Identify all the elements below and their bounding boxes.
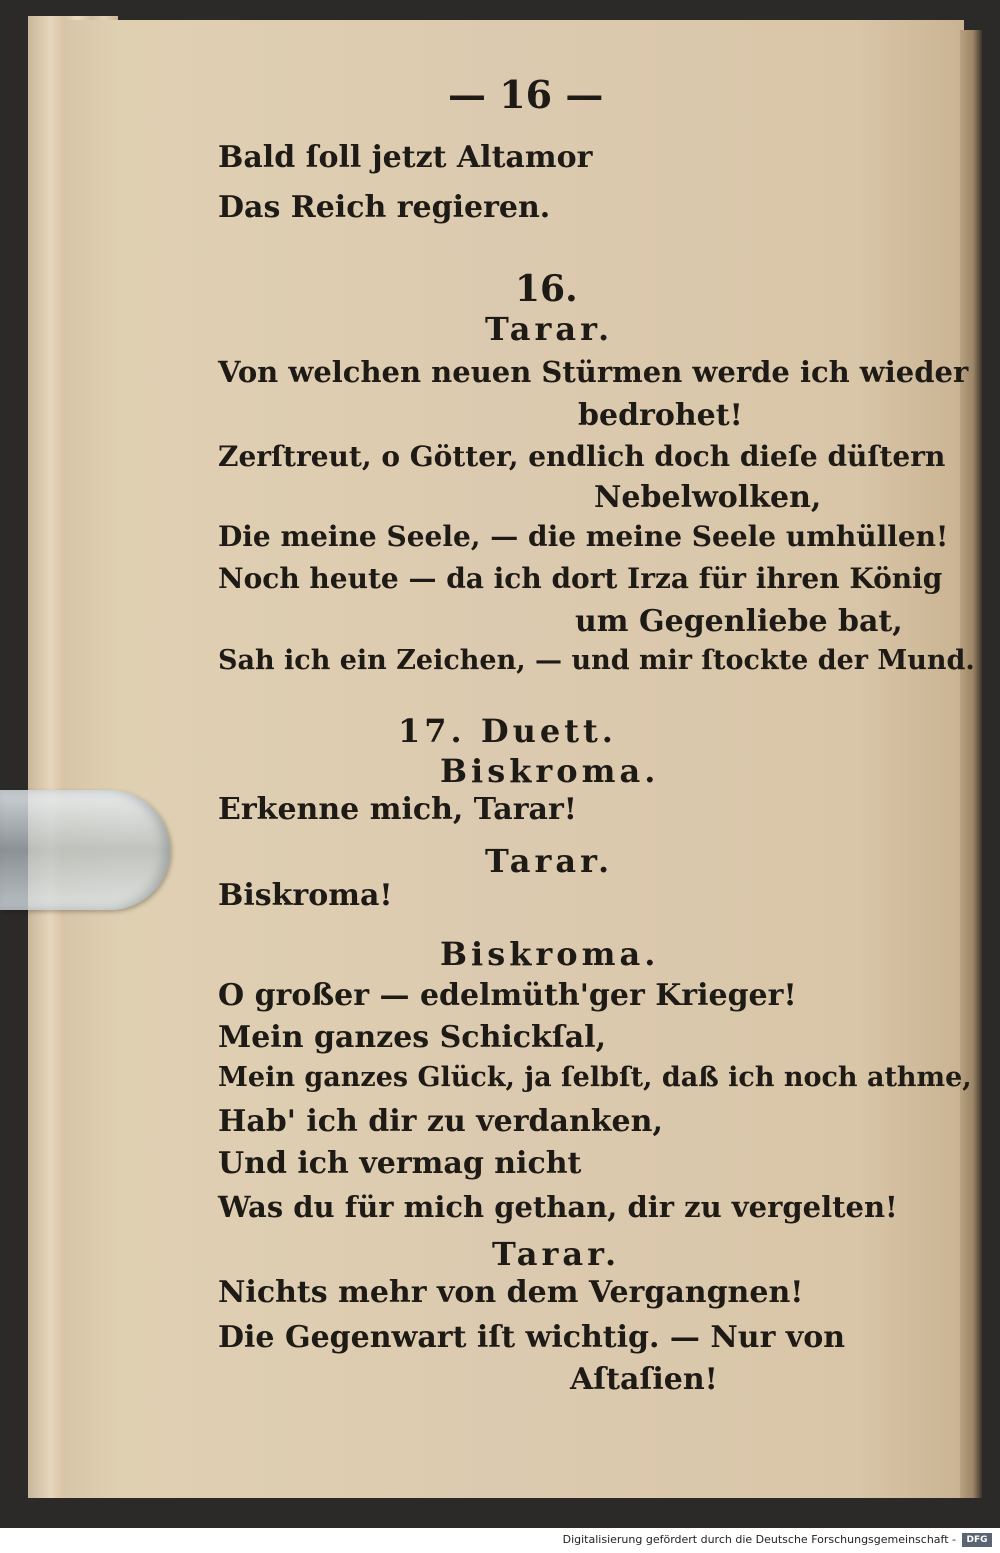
text-line: Noch heute — da ich dort Irza für ihren König [218, 562, 943, 595]
text-line: Die Gegenwart iſt wichtig. — Nur von [218, 1320, 846, 1355]
text-line: Biskroma! [218, 878, 393, 913]
page-number: — 16 — [448, 72, 604, 117]
text-line: Hab' ich dir zu verdanken, [218, 1104, 663, 1139]
text-line: O großer — edelmüth'ger Krieger! [218, 978, 797, 1013]
text-line: Sah ich ein Zeichen, — und mir ſtockte der Mund. [218, 645, 975, 676]
text-line: Aſtaſien! [570, 1362, 718, 1397]
text-line: Von welchen neuen Stürmen werde ich wieder [218, 355, 969, 389]
speaker-name: Biskroma. [440, 752, 660, 790]
text-line: bedrohet! [578, 398, 743, 433]
text-line: Und ich vermag nicht [218, 1146, 582, 1181]
section-number: 16. [515, 268, 578, 310]
speaker-name: Tarar. [485, 310, 614, 348]
text-line: Bald ſoll jetzt Altamor [218, 140, 593, 175]
text-line: Das Reich regieren. [218, 190, 551, 225]
text-line: Nebelwolken, [594, 480, 822, 515]
text-line: Die meine Seele, — die meine Seele umhüllen! [218, 520, 949, 553]
binding-shadow [960, 30, 982, 1498]
text-line: Was du für mich gethan, dir zu vergelten! [218, 1190, 898, 1224]
speaker-name: Biskroma. [440, 935, 660, 973]
text-line: um Gegenliebe bat, [575, 604, 903, 639]
section-heading: 17. Duett. [398, 712, 617, 750]
footer-credit: Digitalisierung gefördert durch die Deutsche Forschungsgemeinschaft - [562, 1533, 956, 1546]
dfg-logo-icon: DFG [962, 1533, 992, 1547]
text-line: Zerſtreut, o Götter, endlich doch dieſe düſtern [218, 440, 946, 473]
footer-bar [0, 1528, 1000, 1553]
text-line: Erkenne mich, Tarar! [218, 792, 577, 827]
text-line: Mein ganzes Glück, ja ſelbſt, daß ich noch athme, [218, 1062, 972, 1093]
speaker-name: Tarar. [485, 842, 614, 880]
speaker-name: Tarar. [492, 1235, 621, 1273]
page-clip [0, 790, 170, 910]
text-line: Mein ganzes Schickſal, [218, 1020, 607, 1055]
text-line: Nichts mehr von dem Vergangnen! [218, 1275, 804, 1310]
